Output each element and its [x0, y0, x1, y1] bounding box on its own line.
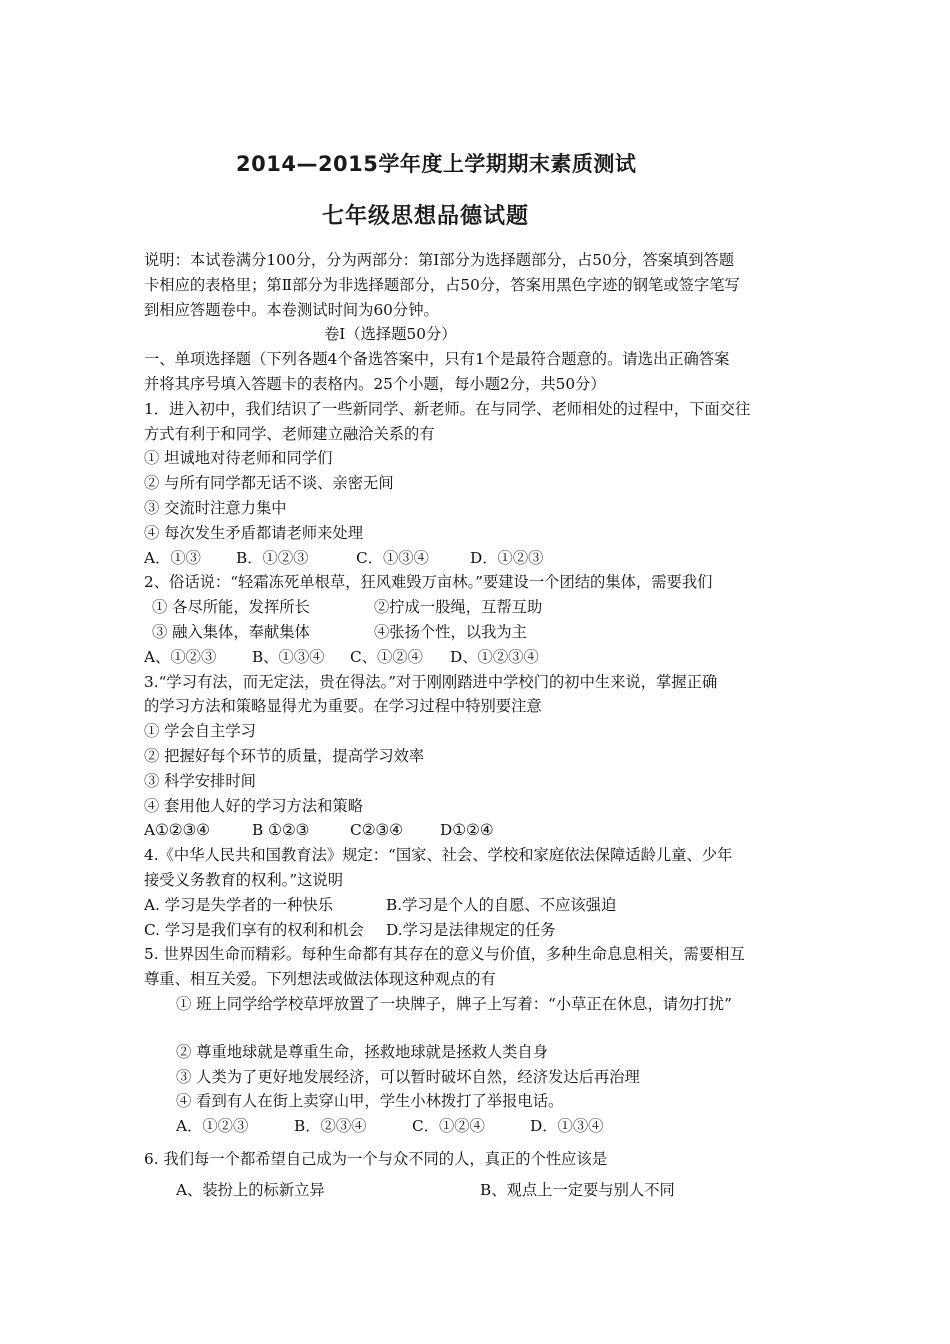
question-1-item: ① 坦诚地对待老师和同学们	[144, 449, 333, 468]
question-1-item: ③ 交流时注意力集中	[144, 498, 287, 517]
option-c: C、①②④	[350, 647, 423, 666]
question-1-stem: 1．进入初中，我们结识了一些新同学、新老师。在与同学、老师相处的过程中，下面交往	[144, 399, 751, 418]
question-5-item: ① 班上同学给学校草坪放置了一块牌子，牌子上写着：“小草正在休息，请勿打扰”	[176, 994, 732, 1013]
question-4-stem: 4.《中华人民共和国教育法》规定：“国家、社会、学校和家庭依法保障适龄儿童、少年	[144, 846, 733, 865]
instruction-line: 到相应答题卷中。本卷测试时间为60分钟。	[144, 300, 439, 319]
question-1-options	[144, 546, 820, 571]
option-c: C②③④	[350, 821, 403, 840]
exam-body	[144, 248, 820, 1202]
part-one-heading: 一、单项选择题（下列各题4个备选答案中，只有1个是最符合题意的。请选出正确答案	[144, 350, 730, 369]
question-2-item: ④张扬个性，以我为主	[374, 622, 527, 641]
option-a: A、装扮上的标新立异	[176, 1180, 325, 1199]
question-6-options	[144, 1178, 820, 1203]
question-5-item: ③ 人类为了更好地发展经济，可以暂时破坏自然，经济发达后再治理	[176, 1067, 640, 1086]
question-4-options	[144, 893, 820, 918]
question-5-stem: 5. 世界因生命而精彩。每种生命都有其存在的意义与价值，多种生命息息相关，需要相互	[144, 945, 745, 964]
question-3-item: ③ 科学安排时间	[144, 771, 256, 790]
question-1-item: ② 与所有同学都无话不谈、亲密无间	[144, 474, 394, 493]
question-3-item: ① 学会自主学习	[144, 722, 256, 741]
question-6-stem: 6. 我们每一个都希望自己成为一个与众不同的人，真正的个性应该是	[144, 1149, 608, 1168]
option-a: A①②③④	[144, 821, 210, 840]
option-d: D.学习是法律规定的任务	[386, 920, 556, 939]
instruction-line: 卡相应的表格里；第Ⅱ部分为非选择题部分，占50分，答案用黑色字迹的钢笔或签字笔写	[144, 275, 740, 294]
option-b: B．①②③	[236, 548, 309, 567]
option-a: A．①③	[144, 548, 201, 567]
option-b: B ①②③	[252, 821, 310, 840]
option-b: B、①③④	[252, 647, 325, 666]
question-3-stem: 的学习方法和策略显得尤为重要。在学习过程中特别要注意	[144, 697, 542, 716]
instruction-line: 说明：本试卷满分100分，分为两部分：第Ⅰ部分为选择题部分，占50分，答案填到答题	[144, 251, 735, 269]
option-d: D①②④	[440, 821, 494, 840]
option-d: D．①②③	[470, 548, 544, 567]
question-4-stem: 接受义务教育的权利。”这说明	[144, 870, 344, 889]
exam-title: 2014—2015学年度上学期期末素质测试	[236, 152, 637, 176]
question-2-options	[144, 645, 820, 670]
exam-subtitle: 七年级思想品德试题	[322, 204, 530, 229]
question-5-stem: 尊重、相互关爱。下列想法或做法体现这种观点的有	[144, 970, 496, 989]
option-b: B、观点上一定要与别人不同	[480, 1180, 675, 1199]
question-2-stem: 2、俗话说：“轻霜冻死单根草，狂风难毁万亩林。”要建设一个团结的集体，需要我们	[144, 573, 713, 592]
option-a: A．①②③	[176, 1117, 249, 1136]
option-c: C．①③④	[356, 548, 429, 567]
option-b: B.学习是个人的自愿、不应该强迫	[386, 895, 617, 914]
question-5-options	[144, 1114, 820, 1139]
question-3-item: ④ 套用他人好的学习方法和策略	[144, 796, 364, 815]
question-2-item: ②拧成一股绳，互帮互助	[374, 598, 543, 617]
question-5-item: ② 尊重地球就是尊重生命，拯救地球就是拯救人类自身	[176, 1042, 548, 1061]
option-a: A、①②③	[144, 647, 217, 666]
question-4-options	[144, 918, 820, 943]
question-3-stem: 3.“学习有法，而无定法，贵在得法。”对于刚刚踏进中学校门的初中生来说，掌握正确	[144, 672, 718, 691]
question-5-item: ④ 看到有人在街上卖穿山甲，学生小林拨打了举报电话。	[176, 1092, 564, 1111]
question-3-item: ② 把握好每个环节的质量，提高学习效率	[144, 746, 425, 765]
question-1-item: ④ 每次发生矛盾都请老师来处理	[144, 523, 364, 542]
question-1-stem: 方式有利于和同学、老师建立融洽关系的有	[144, 424, 435, 443]
question-2-item: ③ 融入集体，奉献集体	[152, 622, 310, 641]
option-d: D．①③④	[530, 1117, 604, 1136]
question-2-items	[144, 595, 820, 620]
option-c: C. 学习是我们享有的权利和机会	[144, 920, 364, 939]
option-d: D、①②③④	[450, 647, 539, 666]
question-2-item: ① 各尽所能，发挥所长	[152, 598, 310, 617]
part-one-heading: 并将其序号填入答题卡的表格内。25个小题，每小题2分，共50分）	[144, 374, 606, 393]
option-c: C．①②④	[412, 1117, 485, 1136]
question-2-items	[144, 620, 820, 645]
option-a: A. 学习是失学者的一种快乐	[144, 895, 334, 914]
question-3-options	[144, 818, 820, 843]
option-b: B．②③④	[294, 1117, 367, 1136]
section-heading: 卷Ⅰ（选择题50分）	[324, 325, 457, 344]
